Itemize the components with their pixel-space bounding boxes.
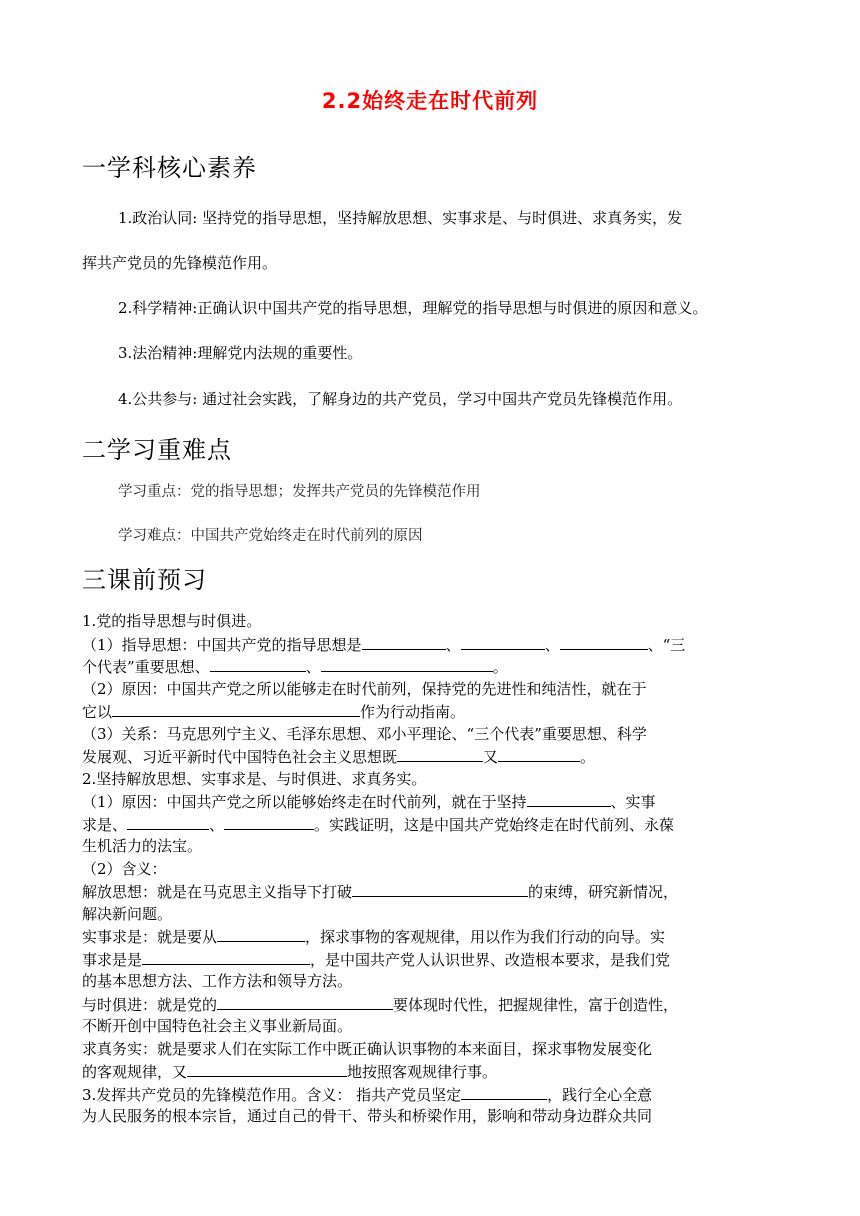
- fill-blank[interactable]: [352, 880, 528, 897]
- fill-blank[interactable]: [127, 813, 209, 830]
- preview-line: 实事求是：就是要从 ，探求事物的客观规律，用以作为我们行动的向导。实: [82, 925, 782, 948]
- preview-line: 3.发挥共产党员的先锋模范作用。含义： 指共产党员坚定 ，践行全心全意: [82, 1083, 782, 1106]
- fill-blank[interactable]: [217, 925, 305, 942]
- fill-blank[interactable]: [461, 633, 545, 650]
- learning-difficulty: 学习难点：中国共产党始终走在时代前列的原因: [118, 528, 423, 544]
- preview-line: 1.党的指导思想与时俱进。: [82, 612, 262, 630]
- section-heading-key-points: 二学习重难点: [82, 436, 232, 464]
- fill-blank[interactable]: [142, 948, 310, 965]
- section-heading-preview: 三课前预习: [82, 566, 207, 594]
- preview-body: [82, 610, 782, 1128]
- fill-blank[interactable]: [210, 655, 306, 672]
- fill-blank[interactable]: [217, 993, 393, 1010]
- preview-line: 解决新问题。: [82, 904, 173, 923]
- preview-line: 解放思想：就是在马克思主义指导下打破 的束缚，研究新情况，: [82, 880, 782, 903]
- core-literacy-item-3: 3.法治精神:理解党内法规的重要性。: [118, 344, 363, 362]
- learning-focus: 学习重点：党的指导思想；发挥共产党员的先锋模范作用: [118, 484, 481, 500]
- preview-line: （3）关系：马克思列宁主义、毛泽东思想、邓小平理论、“三个代表”重要思想、科学: [82, 724, 647, 743]
- preview-line: （1）指导思想：中国共产党的指导思想是 、 、 、“三: [82, 633, 782, 656]
- preview-line: 的客观规律，又 地按照客观规律行事。: [82, 1060, 782, 1083]
- preview-line: （2）含义：: [82, 859, 167, 878]
- core-literacy-item-1-line-2: 挥共产党员的先锋模范作用。: [82, 254, 278, 272]
- preview-line: 为人民服务的根本宗旨，通过自己的骨干、带头和桥梁作用，影响和带动身边群众共同: [82, 1107, 653, 1125]
- fill-blank[interactable]: [461, 1083, 547, 1100]
- preview-line: 个代表”重要思想、 、 。: [82, 655, 782, 678]
- preview-line: 的基本思想方法、工作方法和领导方法。: [82, 972, 353, 990]
- preview-line: 发展观、习近平新时代中国特色社会主义思想既 又 。: [82, 745, 782, 768]
- preview-line: 与时俱进：就是党的 要体现时代性，把握规律性，富于创造性，: [82, 993, 782, 1016]
- core-literacy-item-1-line-1: 1.政治认同: 坚持党的指导思想，坚持解放思想、实事求是、与时俱进、求真务实，发: [118, 209, 683, 227]
- document-title: 2.2始终走在时代前列: [321, 89, 539, 113]
- fill-blank[interactable]: [321, 655, 493, 672]
- fill-blank[interactable]: [112, 700, 360, 717]
- preview-line: （2）原因：中国共产党之所以能够走在时代前列，保持党的先进性和纯洁性，就在于: [82, 679, 647, 698]
- core-literacy-item-2: 2.科学精神:正确认识中国共产党的指导思想，理解党的指导思想与时俱进的原因和意义。: [118, 299, 708, 317]
- preview-line: 事求是是 ，是中国共产党人认识世界、改造根本要求，是我们党: [82, 948, 782, 971]
- preview-line: 不断开创中国特色社会主义事业新局面。: [82, 1017, 353, 1035]
- preview-line: （1）原因：中国共产党之所以能够始终走在时代前列，就在于坚持 、实事: [82, 790, 782, 813]
- section-heading-core-literacy: 一学科核心素养: [82, 154, 257, 182]
- preview-line: 2.坚持解放思想、实事求是、与时俱进、求真务实。: [82, 769, 427, 788]
- fill-blank[interactable]: [224, 813, 314, 830]
- fill-blank[interactable]: [397, 745, 483, 762]
- core-literacy-item-4: 4.公共参与: 通过社会实践，了解身边的共产党员，学习中国共产党员先锋模范作用。: [118, 390, 683, 408]
- fill-blank[interactable]: [498, 745, 580, 762]
- preview-line: 生机活力的法宝。: [82, 837, 203, 855]
- preview-line: 它以 作为行动指南。: [82, 700, 782, 723]
- fill-blank[interactable]: [527, 790, 611, 807]
- fill-blank[interactable]: [187, 1060, 347, 1077]
- preview-line: 求是、 、 。实践证明，这是中国共产党始终走在时代前列、永葆: [82, 813, 782, 836]
- fill-blank[interactable]: [362, 633, 446, 650]
- preview-line: 求真务实：就是要求人们在实际工作中既正确认识事物的本来面目，探求事物发展变化: [82, 1039, 653, 1058]
- fill-blank[interactable]: [560, 633, 648, 650]
